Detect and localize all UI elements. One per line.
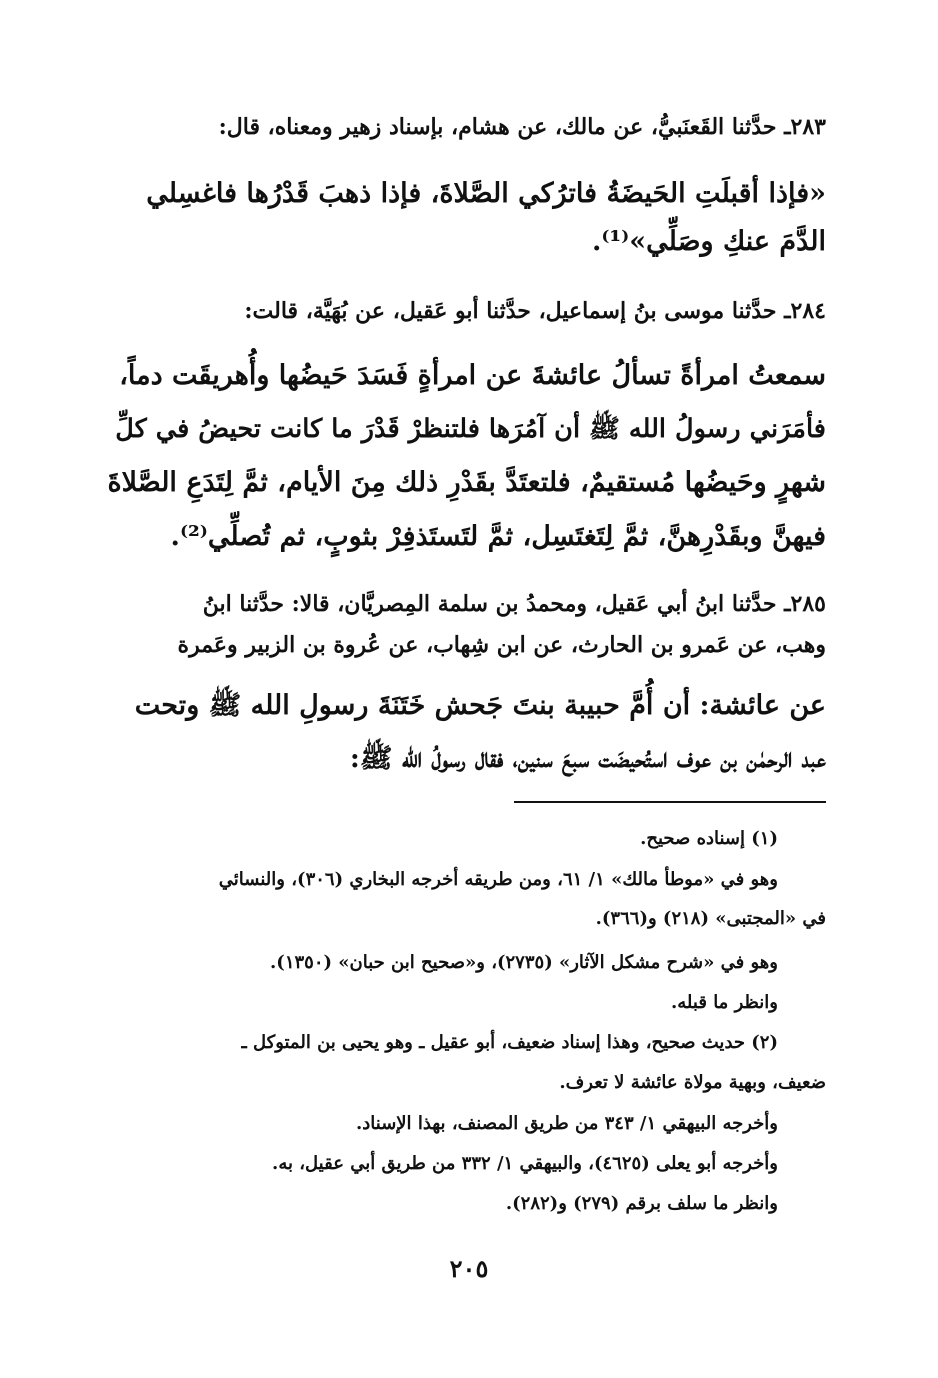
hadith-285-isnad-line-2: وهب، عن عَمرو بن الحارث، عن ابن شِهاب، عن عُروة بن الزبير وعَمرة <box>177 632 826 658</box>
hadith-283-isnad-line-1: ٢٨٣ـ حدَّثنا القَعنَبيُّ، عن مالك، عن هشام، بإسناد زهير ومعناه، قال: <box>218 114 826 140</box>
hadith-285-matn-line-2: عبد الرحمٰن بن عوف استُحيضَت سبعَ سنين، فقال رسولُ الله ﷺ: <box>349 743 826 774</box>
footnote-line: (١) إسناده صحيح. <box>640 828 778 849</box>
footnote-line: وهو في «شرح مشكل الآثار» (٢٧٣٥)، و«صحيح ابن حبان» (١٣٥٠). <box>270 952 778 973</box>
hadith-284-isnad-line-1: ٢٨٤ـ حدَّثنا موسى بنُ إسماعيل، حدَّثنا أبو عَقيل، عن بُهَيَّة، قالت: <box>244 298 826 324</box>
footnote-separator <box>514 801 826 803</box>
hadith-284-matn-line-1: سمعتُ امرأةً تسألُ عائشةَ عن امرأةٍ فَسَدَ حَيضُها وأُهريقَت دماً، <box>119 360 826 391</box>
footnote-line: (٢) حديث صحيح، وهذا إسناد ضعيف، أبو عقيل ـ وهو يحيى بن المتوكل ـ <box>241 1032 778 1053</box>
hadith-283-matn-line-2: الدَّمَ عنكِ وصَلِّي»⁽¹⁾. <box>591 226 826 257</box>
footnote-line: وانظر ما قبله. <box>671 992 778 1013</box>
hadith-283-matn-line-1: «فإذا أقبلَتِ الحَيضَةُ فاترُكي الصَّلاةَ، فإذا ذهبَ قَدْرُها فاغسِلي <box>146 178 826 209</box>
hadith-284-matn-line-4: فيهنَّ وبقَدْرِهنَّ، ثمَّ لِتَغتَسِل، ثمَّ لتَستَذفِرْ بثوبٍ، ثم تُصلِّي⁽²⁾. <box>170 521 826 552</box>
footnote-line: وانظر ما سلف برقم (٢٧٩) و(٢٨٢). <box>505 1193 778 1214</box>
footnote-line: وأخرجه البيهقي ١/ ٣٤٣ من طريق المصنف، بهذا الإسناد. <box>356 1113 778 1134</box>
hadith-284-matn-line-2: فأمَرَني رسولُ الله ﷺ أن آمُرَها فلتنظرْ قَدْرَ ما كانت تحيضُ في كلِّ <box>115 414 826 444</box>
hadith-285-isnad-line-1: ٢٨٥ـ حدَّثنا ابنُ أبي عَقيل، ومحمدُ بن سلمة المِصريَّان، قالا: حدَّثنا ابنُ <box>202 591 826 617</box>
page-number: ٢٠٥ <box>449 1254 489 1283</box>
footnote-line: ضعيف، وبهية مولاة عائشة لا تعرف. <box>559 1072 826 1093</box>
hadith-285-matn-line-1: عن عائشة: أن أُمَّ حبيبة بنتَ جَحش خَتَنَةَ رسولِ الله ﷺ وتحت <box>134 690 826 721</box>
hadith-284-matn-line-3: شهرٍ وحَيضُها مُستقيمٌ، فلتعتَدَّ بقَدْرِ ذلك مِنَ الأيام، ثمَّ لِتَدَعِ الصَّلاةَ <box>107 467 826 498</box>
footnote-line: في «المجتبى» (٢١٨) و(٣٦٦). <box>595 908 826 929</box>
footnote-line: وأخرجه أبو يعلى (٤٦٢٥)، والبيهقي ١/ ٣٣٢ من طريق أبي عقيل، به. <box>272 1153 778 1174</box>
footnote-line: وهو في «موطأ مالك» ١/ ٦١، ومن طريقه أخرجه البخاري (٣٠٦)، والنسائي <box>218 869 778 890</box>
document-page <box>100 0 826 1378</box>
